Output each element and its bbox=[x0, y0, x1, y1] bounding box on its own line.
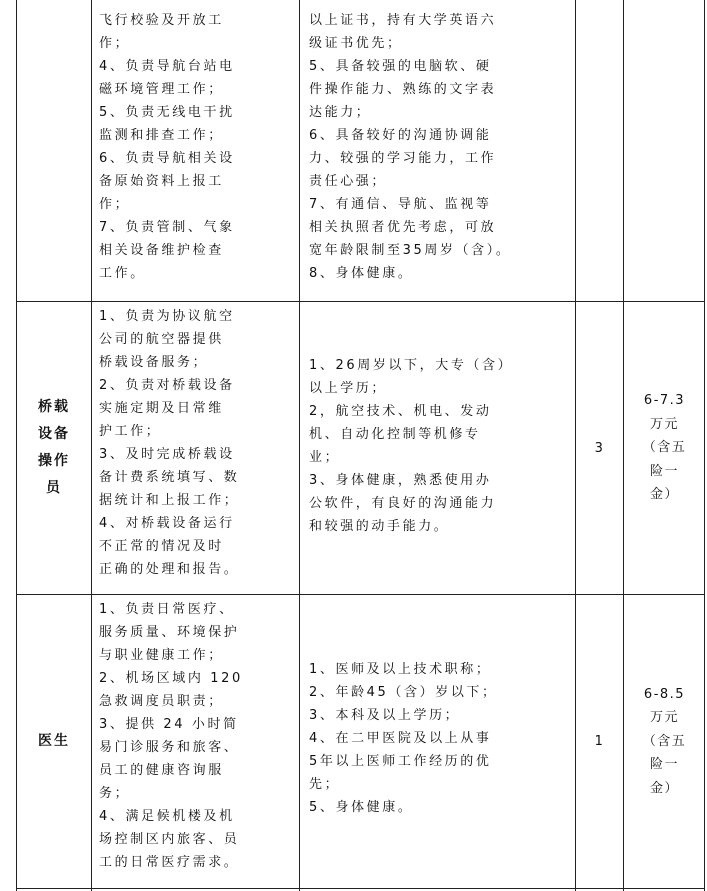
duties-line: 磁环境管理工作； bbox=[99, 82, 224, 97]
requirements-line: 3、本科及以上学历； bbox=[309, 708, 461, 723]
headcount-cell bbox=[577, 302, 623, 594]
requirements-line: 以上学历； bbox=[309, 381, 388, 396]
requirements-cell bbox=[301, 9, 575, 285]
requirements-line: 力、较强的学习能力，工作 bbox=[309, 151, 497, 166]
duties-line: 3、提供 24 小时简 bbox=[99, 717, 239, 732]
column-divider bbox=[575, 0, 576, 891]
duties-line: 4、对桥载设备运行 bbox=[99, 516, 235, 531]
headcount-value: 1 bbox=[594, 734, 606, 749]
requirements-cell bbox=[301, 354, 575, 538]
position-title bbox=[38, 728, 70, 755]
row-divider bbox=[17, 888, 704, 889]
requirements-line: 责任心强； bbox=[309, 174, 388, 189]
requirements-cell bbox=[301, 658, 575, 819]
column-divider bbox=[623, 0, 624, 891]
job-table bbox=[16, 0, 705, 891]
requirements-line: 宽年龄限制至35周岁（含）。 bbox=[309, 243, 512, 258]
requirements-line: 达能力； bbox=[309, 105, 372, 120]
duties-line: 4、负责导航台站电 bbox=[99, 59, 235, 74]
duties-line: 1、负责日常医疗、 bbox=[99, 602, 235, 617]
requirements-line: 1、医师及以上技术职称； bbox=[309, 662, 492, 677]
requirements-line: 公软件，有良好的沟通能力 bbox=[309, 496, 497, 511]
position-title-line: 员 bbox=[46, 480, 62, 496]
requirements-line: 以上证书，持有大学英语六 bbox=[309, 13, 497, 28]
duties-cell bbox=[93, 305, 299, 581]
salary-value bbox=[643, 683, 687, 801]
requirements-line: 先； bbox=[309, 777, 341, 792]
requirements-line: 1、26周岁以下，大专（含） bbox=[309, 358, 514, 373]
requirements-line: 7、有通信、导航、监视等 bbox=[309, 197, 492, 212]
duties-line: 实施定期及日常维 bbox=[99, 401, 224, 416]
column-divider bbox=[91, 0, 92, 891]
requirements-line: 业； bbox=[309, 450, 341, 465]
duties-line: 与职业健康工作； bbox=[99, 648, 224, 663]
requirements-line: 件操作能力、熟练的文字表 bbox=[309, 82, 497, 97]
salary-line: 万元 bbox=[649, 710, 679, 726]
salary-line: 金） bbox=[649, 487, 679, 503]
salary-line: （含五 bbox=[642, 733, 687, 749]
duties-line: 备原始资料上报工 bbox=[99, 174, 224, 189]
requirements-line: 5、身体健康。 bbox=[309, 800, 414, 815]
duties-line: 3、及时完成桥载设 bbox=[99, 447, 235, 462]
duties-line: 监测和排查工作； bbox=[99, 128, 224, 143]
duties-line: 公司的航空器提供 bbox=[99, 332, 224, 347]
headcount-cell bbox=[577, 595, 623, 888]
requirements-line: 3、身体健康，熟悉使用办 bbox=[309, 473, 492, 488]
duties-line: 2、机场区域内 120 bbox=[99, 671, 243, 686]
duties-line: 场控制区内旅客、员 bbox=[99, 832, 240, 847]
salary-value bbox=[643, 389, 687, 507]
duties-line: 正确的处理和报告。 bbox=[99, 562, 240, 577]
requirements-line: 相关执照者优先考虑，可放 bbox=[309, 220, 497, 235]
position-title-line: 设备 bbox=[38, 426, 70, 442]
duties-line: 务； bbox=[99, 786, 131, 801]
salary-line: 金） bbox=[649, 780, 679, 796]
requirements-line: 2、年龄45（含）岁以下； bbox=[309, 685, 498, 700]
position-title-cell bbox=[17, 595, 91, 888]
salary-line: 险一 bbox=[649, 463, 679, 479]
salary-line: 6-8.5 bbox=[643, 686, 686, 702]
duties-line: 工作。 bbox=[99, 266, 146, 281]
position-title-line: 医生 bbox=[38, 733, 70, 749]
position-title-line: 桥载 bbox=[38, 399, 70, 415]
requirements-line: 和较强的动手能力。 bbox=[309, 519, 450, 534]
requirements-line: 6、具备较好的沟通协调能 bbox=[309, 128, 492, 143]
column-divider bbox=[299, 0, 300, 891]
duties-line: 员工的健康咨询服 bbox=[99, 763, 224, 778]
duties-line: 服务质量、环境保护 bbox=[99, 625, 240, 640]
duties-line: 2、负责对桥载设备 bbox=[99, 378, 235, 393]
salary-line: （含五 bbox=[642, 440, 687, 456]
duties-line: 据统计和上报工作； bbox=[99, 493, 240, 508]
duties-line: 急救调度员职责； bbox=[99, 694, 224, 709]
duties-line: 6、负责导航相关设 bbox=[99, 151, 235, 166]
duties-line: 工的日常医疗需求。 bbox=[99, 855, 240, 870]
duties-cell bbox=[93, 9, 299, 285]
duties-cell bbox=[93, 598, 299, 874]
duties-line: 桥载设备服务； bbox=[99, 355, 209, 370]
salary-cell bbox=[625, 595, 704, 888]
duties-line: 相关设备维护检查 bbox=[99, 243, 224, 258]
requirements-line: 机、自动化控制等机修专 bbox=[309, 427, 481, 442]
requirements-line: 8、身体健康。 bbox=[309, 266, 414, 281]
position-title bbox=[38, 394, 70, 502]
requirements-line: 级证书优先； bbox=[309, 36, 403, 51]
headcount-value: 3 bbox=[594, 440, 606, 456]
requirements-line: 2，航空技术、机电、发动 bbox=[309, 404, 492, 419]
duties-line: 备计费系统填写、数 bbox=[99, 470, 240, 485]
salary-line: 险一 bbox=[649, 757, 679, 773]
duties-line: 不正常的情况及时 bbox=[99, 539, 224, 554]
duties-line: 7、负责管制、气象 bbox=[99, 220, 235, 235]
duties-line: 飞行校验及开放工 bbox=[99, 13, 224, 28]
duties-line: 1、负责为协议航空 bbox=[99, 309, 235, 324]
duties-line: 4、满足候机楼及机 bbox=[99, 809, 235, 824]
position-title-line: 操作 bbox=[38, 453, 70, 469]
duties-line: 作； bbox=[99, 36, 131, 51]
salary-line: 6-7.3 bbox=[643, 393, 686, 409]
duties-line: 5、负责无线电干扰 bbox=[99, 105, 235, 120]
duties-line: 易门诊服务和旅客、 bbox=[99, 740, 240, 755]
duties-line: 护工作； bbox=[99, 424, 162, 439]
salary-cell bbox=[625, 302, 704, 594]
requirements-line: 4、在二甲医院及以上从事 bbox=[309, 731, 492, 746]
requirements-line: 5、具备较强的电脑软、硬 bbox=[309, 59, 492, 74]
position-title-cell bbox=[17, 302, 91, 594]
salary-line: 万元 bbox=[649, 416, 679, 432]
requirements-line: 5年以上医师工作经历的优 bbox=[309, 754, 492, 769]
duties-line: 作； bbox=[99, 197, 131, 212]
